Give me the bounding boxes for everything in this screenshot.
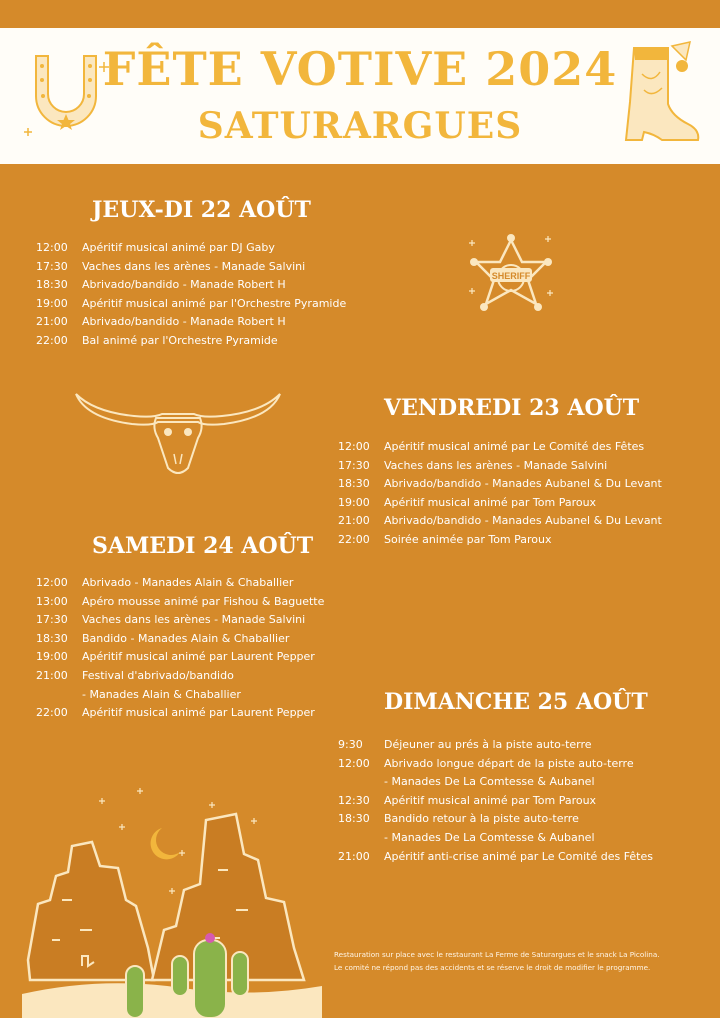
event-time: 12:00 [36,576,68,589]
event-time: 21:00 [36,315,68,329]
event-time: 19:00 [338,495,370,509]
event-time [338,773,384,792]
schedule-row [338,512,662,531]
event-time [36,686,82,705]
schedule-row [36,648,324,667]
sheriff-label: SHERIFF [491,271,531,281]
schedule-row [338,773,653,792]
schedule-row [36,667,324,686]
schedule-row [36,276,346,295]
event-time: 18:30 [36,278,68,292]
schedule-row [36,593,324,612]
schedule-row [36,611,324,630]
event-time: 18:30 [338,477,370,491]
event-text: Abrivado - Manades Alain & Chaballier [82,576,294,589]
event-text: - Manades De La Comtesse & Aubanel [384,775,595,789]
event-time: 22:00 [36,333,68,347]
event-text: Abrivado/bandido - Manades Aubanel & Du Levant [384,514,662,528]
event-text: Apéritif musical animé par Laurent Pepper [82,650,315,664]
event-text: Apéritif musical animé par DJ Gaby [82,241,275,254]
event-time: 21:00 [338,514,370,528]
schedule-row [36,295,346,314]
schedule-row [338,792,653,811]
event-time: 17:30 [36,613,68,627]
day-title-thursday: JEUX-DI 22 AOÛT [92,197,311,223]
schedule-row [338,755,653,774]
event-text: - Manades Alain & Chaballier [82,687,241,701]
sheriff-badge-icon [470,232,552,324]
event-text: Déjeuner au prés à la piste auto-terre [384,738,592,751]
event-time: 18:30 [338,812,370,826]
event-text: Abrivado/bandido - Manade Robert H [82,315,286,329]
footer-line-restauration: Restauration sur place avec le restaurant La Ferme de Saturargues et le snack La Picolina. [334,950,660,959]
poster-title: FÊTE VOTIVE 2024 [102,42,618,96]
event-text: Apéritif musical animé par Le Comité des Fêtes [384,440,645,453]
event-text: Apéritif musical animé par Tom Paroux [384,495,597,509]
event-text: - Manades De La Comtesse & Aubanel [384,830,595,844]
event-time: 22:00 [36,706,68,720]
schedule-friday [338,438,662,550]
event-text: Abrivado longue départ de la piste auto-terre [384,756,634,770]
event-time: 12:00 [338,440,370,453]
event-text: Apéritif musical animé par l'Orchestre Pyramide [82,296,347,310]
event-time: 9:30 [338,738,363,751]
day-title-sunday: DIMANCHE 25 AOÛT [384,689,648,715]
event-text: Apéro mousse animé par Fishou & Baguette [82,594,325,608]
event-time: 17:30 [338,458,370,472]
event-time: 12:00 [36,241,68,254]
schedule-row [36,574,324,593]
event-time [338,829,384,848]
event-text: Bandido - Manades Alain & Chaballier [82,631,290,645]
event-text: Vaches dans les arènes - Manade Salvini [82,613,306,627]
event-text: Abrivado/bandido - Manade Robert H [82,278,286,292]
day-title-friday: VENDREDI 23 AOÛT [384,395,640,421]
longhorn-skull-icon [74,388,282,480]
schedule-row [36,258,346,277]
schedule-saturday [36,574,324,723]
event-time: 21:00 [338,849,370,863]
poster-subtitle: SATURARGUES [197,105,523,147]
schedule-row [36,313,346,332]
schedule-row [338,475,662,494]
event-text: Apéritif musical animé par Laurent Pepper [82,706,315,720]
event-time: 21:00 [36,668,68,682]
schedule-row [338,531,662,550]
event-text: Abrivado/bandido - Manades Aubanel & Du Levant [384,477,662,491]
event-time: 12:00 [338,756,370,770]
schedule-row [36,239,346,258]
horseshoe-icon [24,50,108,142]
event-text: Apéritif musical animé par Tom Paroux [384,793,597,807]
footer-line-disclaimer: Le comité ne répond pas des accidents et se réserve le droit de modifier le programme. [334,963,651,972]
event-text: Apéritif anti-crise animé par Le Comité des Fêtes [384,849,653,863]
event-text: Festival d'abrivado/bandido [82,668,234,682]
schedule-row [338,829,653,848]
schedule-row [338,457,662,476]
event-time: 19:00 [36,650,68,664]
schedule-row [36,704,324,723]
event-time: 22:00 [338,532,370,546]
footer-notes [334,948,706,974]
top-band [0,0,720,28]
schedule-row [338,810,653,829]
event-text: Bandido retour à la piste auto-terre [384,812,579,826]
desert-illustration [22,780,322,1018]
event-time: 19:00 [36,296,68,310]
event-time: 18:30 [36,631,68,645]
schedule-row [36,332,346,351]
schedule-row [36,630,324,649]
schedule-row [338,848,653,867]
event-time: 17:30 [36,259,68,273]
cowboy-boot-icon [612,40,704,150]
schedule-row [36,686,324,705]
event-time: 12:30 [338,793,370,807]
schedule-sunday [338,736,653,866]
event-text: Vaches dans les arènes - Manade Salvini [384,458,608,472]
day-title-saturday: SAMEDI 24 AOÛT [92,533,314,559]
schedule-row [338,736,653,755]
event-time: 13:00 [36,594,68,608]
event-text: Soirée animée par Tom Paroux [384,532,552,546]
schedule-thursday [36,239,346,351]
event-text: Bal animé par l'Orchestre Pyramide [82,333,278,347]
schedule-row [338,494,662,513]
event-text: Vaches dans les arènes - Manade Salvini [82,259,306,273]
schedule-row [338,438,662,457]
